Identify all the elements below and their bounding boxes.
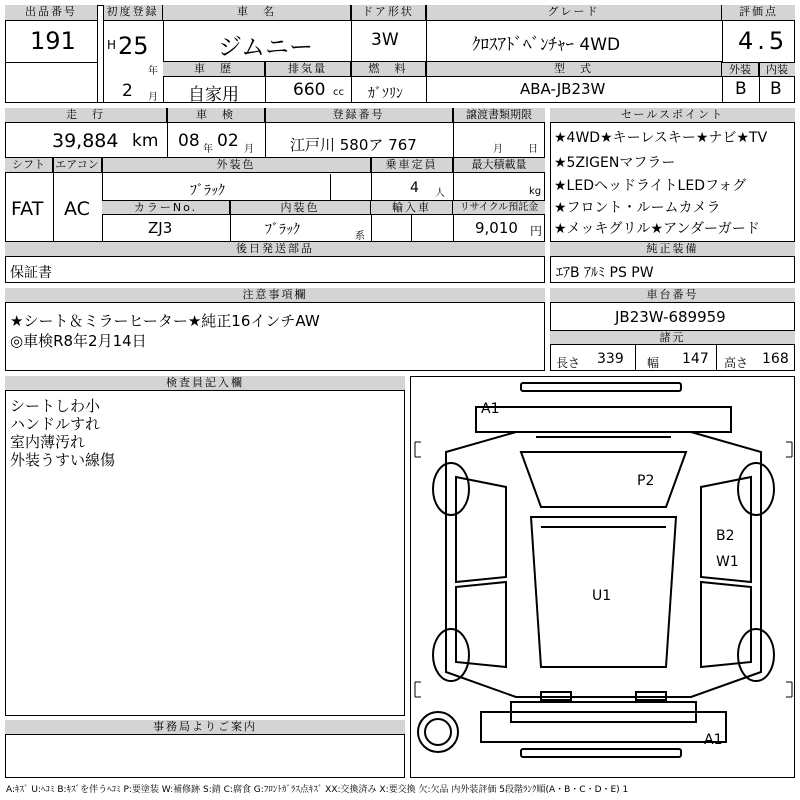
int-color-header: 内装色	[230, 201, 371, 215]
displacement-value: 660	[293, 80, 326, 100]
mileage-unit: km	[132, 131, 159, 151]
inspector-line: 室内薄汚れ	[10, 433, 86, 451]
notes-header: 注意事項欄	[5, 288, 545, 303]
lot-no-value: 191	[30, 27, 76, 55]
reg-no-header: 登録番号	[265, 108, 453, 123]
office-header: 事務局よりご案内	[5, 720, 405, 735]
car-diagram	[410, 376, 795, 778]
exterior-score: B	[735, 79, 747, 99]
inspection-header: 車 検	[167, 108, 265, 123]
damage-mark-a1-front: A1	[481, 401, 500, 417]
inspector-line: ハンドルすれ	[10, 415, 101, 433]
door-value: 3W	[371, 30, 399, 50]
int-color-value: ﾌﾞﾗｯｸ	[265, 222, 300, 238]
damage-mark-u1: U1	[592, 588, 612, 604]
later-parts-header: 後日発送部品	[5, 242, 545, 257]
model-code-header: 型 式	[426, 62, 722, 77]
mileage-header: 走 行	[5, 108, 167, 123]
interior-header: 内装	[759, 62, 795, 77]
color-no-header: カラーNo.	[102, 201, 230, 215]
grade-value: ｸﾛｽｱﾄﾞﾍﾞﾝﾁｬｰ 4WD	[472, 35, 621, 55]
transfer-month-unit: 月	[493, 144, 503, 155]
sales-point: ★5ZIGENマフラー	[554, 155, 676, 171]
lot-no-header: 出品番号	[5, 5, 98, 21]
first-reg-month: 2	[122, 81, 133, 101]
inspection-month: 02	[217, 131, 239, 151]
damage-mark-b2: B2	[716, 528, 735, 544]
chassis-value: JB23W-689959	[615, 308, 726, 326]
import-header: 輸入車	[371, 201, 453, 215]
car-name-header: 車 名	[163, 5, 351, 21]
sales-point: ★LEDヘッドライトLEDフォグ	[554, 178, 747, 194]
displacement-header: 排気量	[265, 62, 351, 77]
damage-mark-w1: W1	[716, 554, 739, 570]
recycle-header: リサイクル預託金	[453, 201, 545, 215]
int-color-suffix: 系	[355, 231, 365, 242]
inspector-line: シートしわ小	[10, 397, 101, 415]
transfer-day-unit: 日	[528, 144, 538, 155]
length-label: 長さ	[556, 356, 581, 370]
height-label: 高さ	[724, 356, 749, 370]
score-header: 評価点	[722, 5, 795, 21]
capacity-unit: 人	[435, 188, 445, 199]
door-header: ドア形状	[351, 5, 426, 21]
inspection-year-unit: 年	[203, 144, 213, 155]
damage-legend: A:ｷｽﾞ U:ﾍｺﾐ B:ｷｽﾞを伴うﾍｺﾐ P:要塗装 W:補修跡 S:錆 C:腐食 G:ﾌﾛﾝﾄｶﾞﾗｽ点ｷｽﾞ XX:交換済み X:要交換 欠:欠品 内外装評価 5段階ﾗﾝｸ順(A・B・C・D・E) 1	[6, 785, 629, 795]
first-reg-year: 25	[118, 32, 149, 60]
exterior-header: 外装	[722, 62, 759, 77]
ac-header: エアコン	[53, 158, 102, 173]
fuel-value: ｶﾞｿﾘﾝ	[368, 86, 403, 102]
damage-mark-p2: P2	[637, 473, 655, 489]
sales-point: ★4WD★キーレスキー★ナビ★TV	[554, 130, 768, 146]
reg-no-value: 江戸川 580ア 767	[290, 136, 417, 154]
chassis-header: 車台番号	[550, 288, 795, 303]
shift-value: FAT	[11, 198, 44, 220]
sales-point: ★フロント・ルームカメラ	[554, 200, 721, 216]
width-value: 147	[682, 351, 709, 367]
genuine-equip-header: 純正装備	[550, 242, 795, 257]
genuine-equip-value: ｴｱB ｱﾙﾐ PS PW	[556, 265, 654, 281]
first-reg-year-unit: 年	[148, 66, 158, 77]
max-load-unit: kg	[529, 186, 542, 197]
ext-color-value: ﾌﾞﾗｯｸ	[190, 183, 225, 199]
max-load-header: 最大積載量	[453, 158, 545, 173]
inspector-line: 外装うすい線傷	[10, 451, 116, 469]
length-value: 339	[597, 351, 624, 367]
shift-header: シフト	[5, 158, 53, 173]
history-header: 車 歴	[163, 62, 265, 77]
fuel-header: 燃 料	[351, 62, 426, 77]
damage-mark-a1-rear: A1	[704, 732, 723, 748]
inspection-year: 08	[178, 131, 200, 151]
specs-header: 諸元	[550, 331, 795, 345]
history-value: 自家用	[188, 85, 239, 105]
mileage-value: 39,884	[52, 130, 119, 152]
later-parts-value: 保証書	[10, 265, 52, 281]
capacity-header: 乗車定員	[371, 158, 453, 173]
height-value: 168	[762, 351, 789, 367]
score-value: 4.5	[738, 27, 789, 55]
car-outline-svg	[411, 377, 796, 779]
model-code-value: ABA-JB23W	[520, 80, 606, 98]
recycle-unit: 円	[530, 224, 543, 238]
displacement-unit: cc	[333, 87, 344, 98]
color-no-value: ZJ3	[148, 219, 173, 237]
inspector-header: 検査員記入欄	[5, 376, 405, 391]
first-reg-header: 初度登録	[103, 5, 163, 21]
ac-value: AC	[64, 198, 90, 220]
interior-score: B	[770, 79, 782, 99]
width-label: 幅	[647, 356, 660, 370]
ext-color-header: 外装色	[102, 158, 371, 173]
recycle-value: 9,010	[475, 219, 518, 237]
first-reg-month-unit: 月	[148, 92, 158, 103]
grade-header: グレード	[426, 5, 722, 21]
capacity-value: 4	[410, 180, 419, 196]
car-name-value: ジムニー	[218, 33, 314, 61]
note-line: ◎車検R8年2月14日	[10, 332, 147, 350]
era-prefix: H	[107, 38, 117, 52]
sales-point: ★メッキグリル★アンダーガード	[554, 221, 760, 237]
inspection-month-unit: 月	[244, 144, 254, 155]
sales-points-header: セールスポイント	[550, 108, 795, 123]
transfer-deadline-header: 譲渡書類期限	[453, 108, 545, 123]
note-line: ★シート＆ミラーヒーター★純正16インチAW	[10, 312, 320, 330]
